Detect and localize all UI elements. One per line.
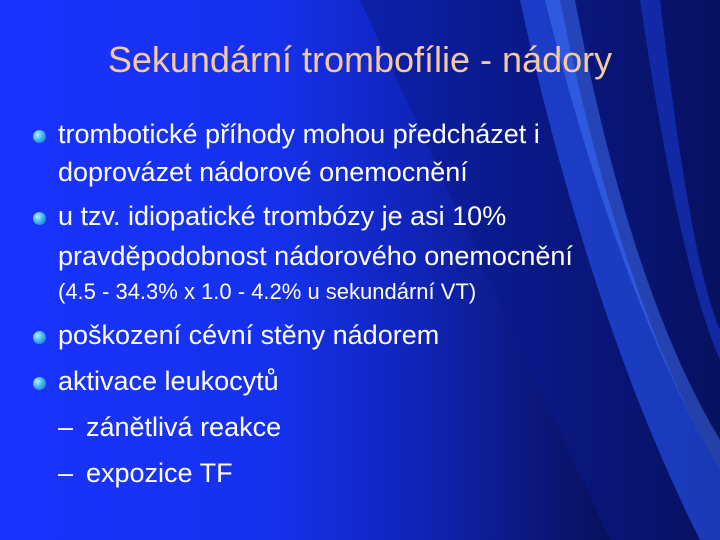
bullet-continuation <box>58 237 573 275</box>
bullet-text: poškození cévní stěny nádorem <box>58 320 440 350</box>
bullet-item <box>58 316 439 354</box>
sub-bullet-text: zánětlivá reakce <box>86 412 282 442</box>
bullet-icon <box>33 212 46 225</box>
bullet-item <box>58 197 506 235</box>
sub-bullet-item <box>58 454 233 492</box>
bullet-icon <box>33 331 46 344</box>
slide-title: Sekundární trombofílie - nádory <box>107 39 613 80</box>
bullet-note: (4.5 - 34.3% x 1.0 - 4.2% u sekundární VT) <box>58 279 477 304</box>
bullet-icon <box>33 130 46 143</box>
bullet-text: trombotické příhody mohou předcházet i <box>58 119 540 149</box>
dash-marker: – <box>58 458 74 488</box>
bullet-text: pravděpodobnost nádorového onemocnění <box>58 241 573 271</box>
sub-bullet-text: expozice TF <box>86 458 233 488</box>
bullet-item <box>58 362 279 400</box>
bullet-icon <box>33 377 46 390</box>
sub-bullet-item <box>58 408 281 446</box>
bullet-item <box>58 115 540 153</box>
bullet-text: doprovázet nádorové onemocnění <box>58 157 468 187</box>
dash-marker: – <box>58 412 74 442</box>
bullet-text: aktivace leukocytů <box>58 366 279 396</box>
bullet-text: u tzv. idiopatické trombózy je asi 10% <box>58 201 507 231</box>
bullet-continuation <box>58 153 468 191</box>
